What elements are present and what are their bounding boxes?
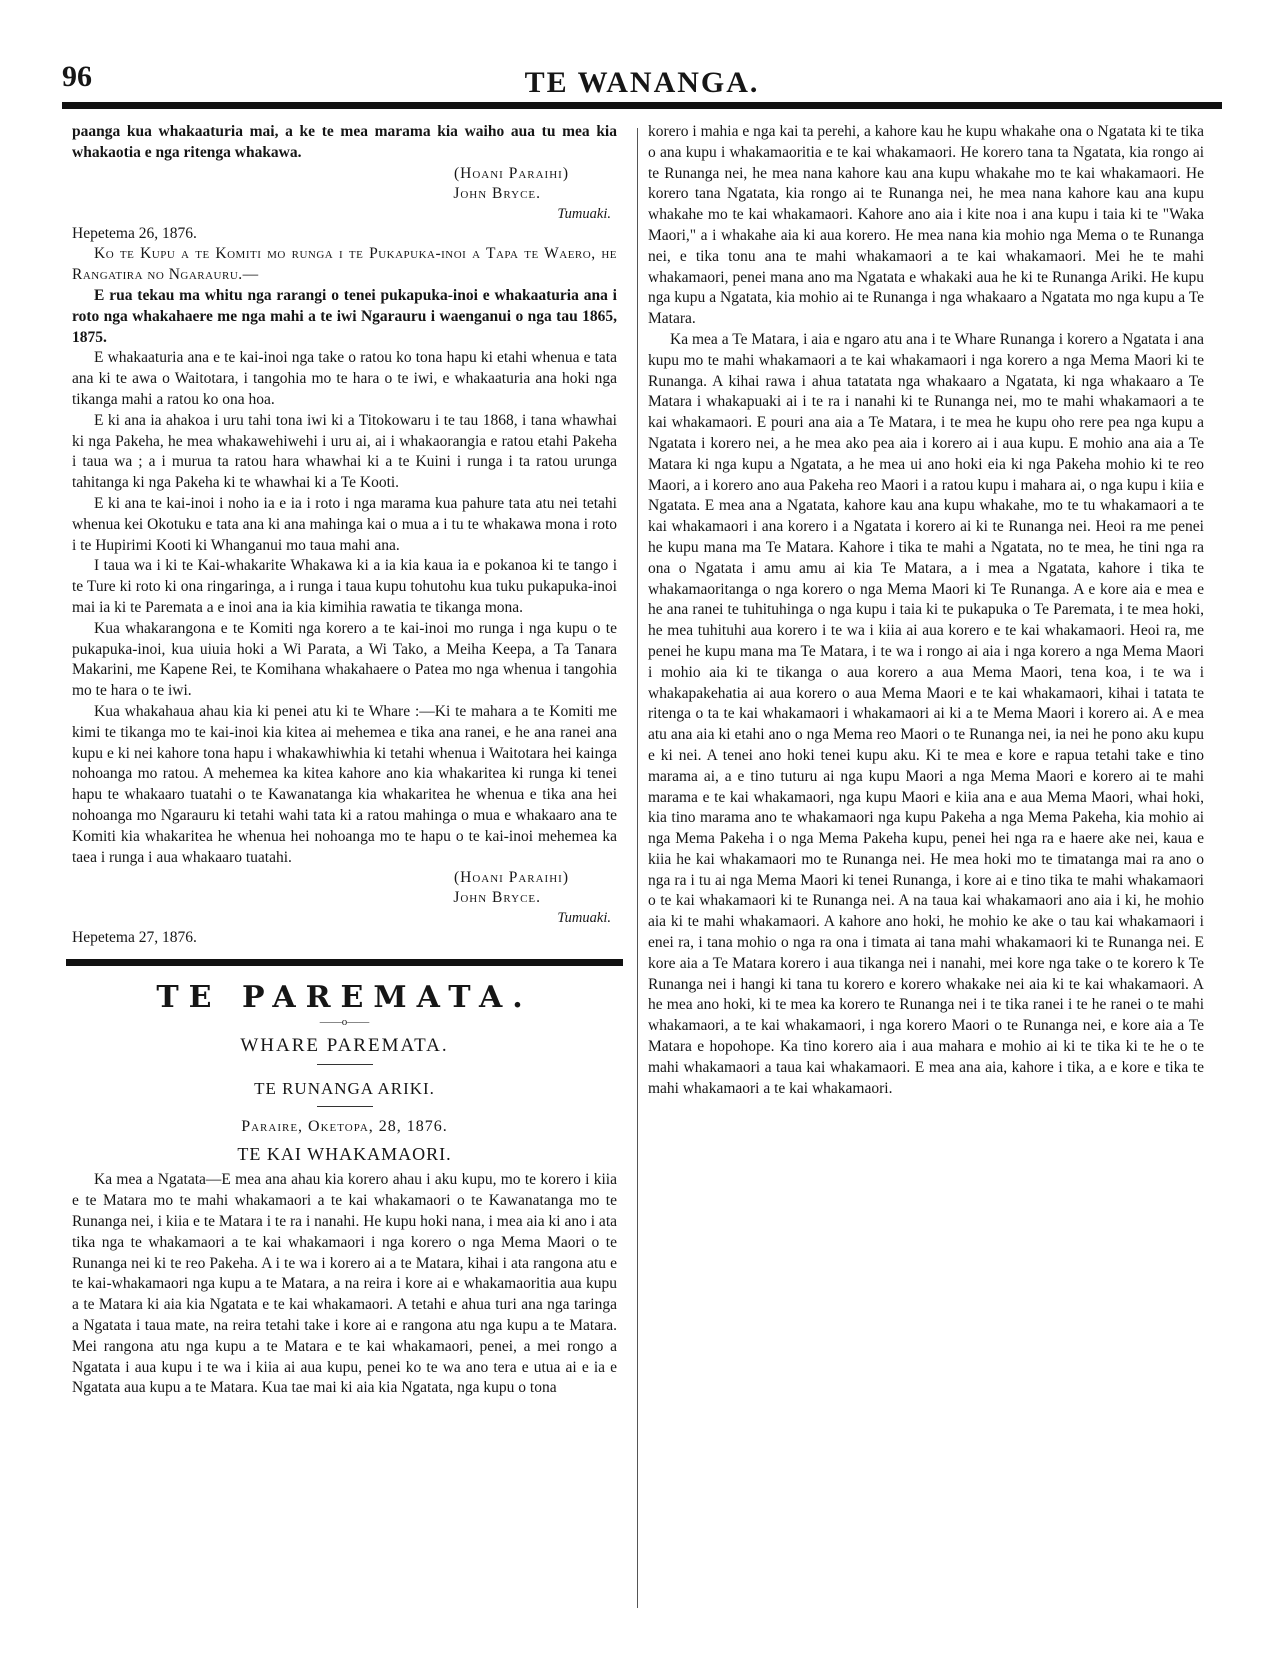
paper-title: TE WANANGA. [524,66,760,99]
section-rule [66,959,623,966]
signatory-name: John Bryce. [453,184,541,202]
house-heading: WHARE PAREMATA. [240,1035,449,1057]
signature-block [72,868,617,928]
right-column [648,122,1204,1099]
column-divider [637,128,638,1608]
signatory-title: Tumuaki. [557,205,611,222]
masthead [62,54,1222,100]
short-rule [317,1106,373,1107]
section-banner: TE PAREMATA. [156,980,533,1016]
paragraph: korero i mahia e nga kai ta perehi, a kahore kau he kupu whakahe ona o Ngatata ki te tika o ana kupu i whakamaoritia e te kai whakamaori. He korero tana ta Ngatata, kia rongo ai te Runanga nei, he mea nana kahore kau ana kupu whakahe mo te kai whakamaori. He korero tana Ngatata, kia rongo ai te Runanga nei, he mea nana kahore kau ana kupu whakahe mo te kai whakamaori. Kahore ano aia i kite noa i ana kupu i taia ki te "Waka Maori," a i whakahe aia ki aua korero. He mea nana kia mohio nga Mema o te Runanga nei, e tika tonu ana te mahi whakamaori a te kai whakamaori. Mei he te mahi whakamaori, penei mana ano ma Ngatata e whakaki aua he ki te Runanga Ariki. He kupu nga kupu a Ngatata, kia mohio ai te Runanga i nga whakaaro a Ngatata mo nga kupu a Te Matara. [648,123,1204,328]
signature-block [72,164,617,224]
signatory-name: John Bryce. [453,889,541,907]
session-dateline: Paraire, Oketopa, 28, 1876. [241,1117,448,1135]
date-line: Hepetema 26, 1876. [72,224,197,242]
paragraph: Ka mea a Ngatata—E mea ana ahau kia korero ahau i aku kupu, mo te korero i kiia e te Matara mo te mahi whakamaori a te kai whakamaori o te Kawanatanga mo te Runanga nei, i kiia e te Matara i te ra i nanahi. He kupu hoki nana, i mea aia ki ano i ata tika nga te whakamaori a te kai whakamaori i nga korero o nga Mema Maori o te Runanga nei ki te reo Pakeha. A i te wa i korero ai a te Matara, kihai i ata rangona atu e te kai-whakamaori nga kupu a te Matara, a na reira i kore ai e whakamaoritia aua kupu a te Matara ki aia kia Ngatata e te kai whakamaori. A tetahi e ahua turi ana nga taringa a Ngatata i taua mate, na reira tetahi take i kore ai e rangona atu nga kupu a te Matara. Mei rangona atu nga kupu a te Matara e te kai whakamaori, penei, a mei rongo a Ngatata i aua kupu i te wa i kiia ai aua kupu, penei ko te wa ano tera e utua ai e ia e Ngatata aua kupu a te Matara. Kua tae mai ki aia kia Ngatata, nga kupu o tona [72,1171,617,1397]
date-line: Hepetema 27, 1876. [72,929,197,947]
masthead-rule [62,102,1222,109]
chamber-heading: TE RUNANGA ARIKI. [254,1079,435,1099]
left-column [72,122,617,1399]
paragraph: Ka mea a Te Matara, i aia e ngaro atu ana i te Whare Runanga i korero a Ngatata i ana kupu mo te mahi whakamaori a te kai whakamaori i nga korero a nga Mema Maori ki te Runanga. A kihai rawa i ahua tatatata nga whakaaro a Ngatata, ki nga whakaaro a Te Matara i whakapuaki ai i te ra i nanahi ki te Runanga nei, mo te mahi whakamaori a te kai whakamaori. E pouri ana aia a Te Matara, i te mea he kupu oho rere pea nga kupu a Ngatata i korero nei, a he mea ako pea aia i korero ai i aua kupu. E mohio ana aia a Te Matara ki nga kupu a Ngatata, a he mea ui ano hoki eia ki nga Pakeha mohio ki te reo Maori, a i korero ano aua Pakeha reo Maori i a ratou kupu i mahara ai, o nga kupu i kiia e Ngatata. E mea ana a Ngatata, kahore kau ana kupu whakahe, mo te tu whakamaori a te kai whakamaori i ana korero i a Ngatata i korero ai ki te Runanga nei. Heoi ra me penei he kupu mana ma Te Matara. Kahore i tika te mahi a Ngatata, no te mea, he tini nga ra ona o Ngatata i amu amu ai kia Te Matara, a i mea a Ngatata, kahore i tika te whakamaoritanga o nga korero o nga Mema Maori ki Te Runanga. A e kore aia e mea e he ana ranei te tuhituhinga o nga kupu i taia ki te pukapuka o Te Paremata, i te mea hoki, he mea tuhituhi aua korero i te wa i kiia ai aua korero e te kai whakamaori. Heoi ra, me penei he kupu mana ma Te Matara, i te wa i rongo ai aia i nga korero a nga Mema Maori i mohio aia ki te tikanga o aua korero a aua Mema Maori, tena koa, i te wa i whakapakehatia ai aua korero o aua Mema Maori e te kai whakamaori, kihai i tatata te ritenga o ta te kai whakamaori i whakamaori ai ki a te Mema Maori i korero ai. A e mea atu ana aia ki etahi ano o nga Mema reo Maori o te Runanga nei, ia nei he pono aku kupu e ki nei. A tenei ano hoki tenei kupu aku. Ki te mea e kore e rapua tetahi take e tino marama ai, a e tino tuturu ai nga kupu Maori a nga Mema Maori e korero ai te mahi marama e te kai whakamaori, nga kupu Maori e kiia ana e aua Mema Maori, whai hoki, kia tino marama ano te whakamaori nga kupu Pakeha a nga Mema Pakeha, kia mohio ai nga Mema Pakeha i o nga Mema Pakeha kupu, penei hei nga ra e haere ake nei, kaua e kiia he kai whakamaori mo te Runanga nei. He mea hoki mo te timatanga mai ra ano o nga ra i tu ai nga Mema Maori ki tenei Runanga, i kore ai e tino tika te mahi whakamaori o te kai whakamaori ki te Runanga nei. A na taua kai whakamaori ano aia i ki, he mohio aia ki te mahi whakamaori. A kahore ano hoki, he mohio ke ake o tau kai whakamaori i enei ra, i tana mohio o nga ra ona i timata ai tana mahi whakamaori ki te Runanga nei. E kore aia a Te Matara korero i aua tikanga nei i nanahi, mei kore nga take o te korero k Te Runanga nei i hangi ki tana tu korero e korero whakake nei aia ki te kai whakamaori. A he mea ano hoki, ki te mea ka korero te Runanga nei i te tika ranei i te he ranei o te mahi whakamaori, a te kai whakamaori, i nga korero Maori o te Runanga nei, e kore aia a Te Matara e hopohope. Ka tino korero aia i aua mahara e mohio ai ki te tika ki te he o te mahi whakamaori a taua kai whakamaori. E mea ana aia, kahore i tika, a e kore e tika te mahi whakamaori a te kai whakamaori. [648,330,1204,1097]
signatory-name: (Hoani Paraihi) [453,164,569,182]
article-title: TE KAI WHAKAMAORI. [237,1143,452,1164]
paragraph: E ki ana te kai-inoi i noho ia e ia i roto i nga marama kua pahure tata atu nei tetahi whenua kei Okotuku e tata ana ki ana mahinga kai o mua a i tu te whakawa mona i roto i te Hupirimi Kooti ki Whanganui mo taua mahi ana. [72,494,617,554]
ornament-rule: ——o—— [319,1016,370,1029]
short-rule [317,1064,373,1065]
paragraph: E rua tekau ma whitu nga rarangi o tenei pukapuka-inoi e whakaaturia ana i roto nga whakahaere me nga mahi a te iwi Ngarauru i waenganui o nga tau 1865, 1875. [72,286,617,346]
page-number: 96 [62,60,92,93]
committee-heading: Ko te Kupu a te Komiti mo runga i te Pukapuka-inoi a Tapa te Waero, he Rangatira no Ngarauru.— [72,245,617,284]
signatory-name: (Hoani Paraihi) [453,869,569,887]
paragraph: Kua whakarangona e te Komiti nga korero a te kai-inoi mo runga i nga kupu o te pukapuka-inoi, kua uiuia hoki a Wi Parata, a Wi Tako, a Meiha Keepa, a Ta Tanara Makarini, me Kapene Rei, te Komihana whakahaere o Patea mo nga whenua i tangohia mo te hara o te iwi. [72,619,617,700]
paragraph: E whakaaturia ana e te kai-inoi nga take o ratou ko tona hapu ki etahi whenua e tata ana ki te awa o Waitotara, i tangohia mo te hara o te iwi, e whakaaturia ana hoki nga tikanga mahi a ratou ko ona hoa. [72,349,617,408]
paragraph: Kua whakahaua ahau kia ki penei atu ki te Whare :—Ki te mahara a te Komiti me kimi te tikanga mo te kai-inoi kia kitea ai mehemea e tika ana ranei, e he ana ranei ana kupu e ki nei kahore tona hapu i whakawhiwhia ki tetahi whenua i Waitotara hei kainga nohoanga mo ratou. A mehemea ka kitea kahore ano kia whakaritea ki runga ki tenei hapu te whakaaro tuatahi o te Kawanatanga kia whakaritea he whenua e tika ana hei nohoanga mo Ngarauru ki tetahi wahi tata ki a ratou mahinga o mua e whakaaro ana te Komiti kia whakaritea he whenua hei nohoanga mo te hapu o te kai-inoi mehemea ka taea i runga i aua whakaaro tuatahi. [72,702,617,866]
paragraph: E ki ana ia ahakoa i uru tahi tona iwi ki a Titokowaru i te tau 1868, i tana whawhai ki nga Pakeha, he mea whakawehiwehi i uru ai, ai i whakaorangia e ratou etahi Pakeha i taua wa ; a i murua ta ratou hara whawhai ki a te Kuini i runga i ta ratou urunga tahitanga ki nga Pakeha ki te whawhai ki a Te Kooti. [72,411,617,492]
signatory-title: Tumuaki. [557,910,611,927]
paragraph: paanga kua whakaaturia mai, a ke te mea marama kia waiho aua tu mea kia whakaotia e nga ritenga whakawa. [72,123,617,161]
paragraph: I taua wa i ki te Kai-whakarite Whakawa ki a ia kia kaua ia e pokanoa ki te tango i te Ture ki roto ki ona ringaringa, a i runga i taua kupu tohutohu kua tuku pukapuka-inoi mai ia ki te Paremata a e inoi ana ia kia kimihia rawatia te tikanga mona. [72,557,617,616]
